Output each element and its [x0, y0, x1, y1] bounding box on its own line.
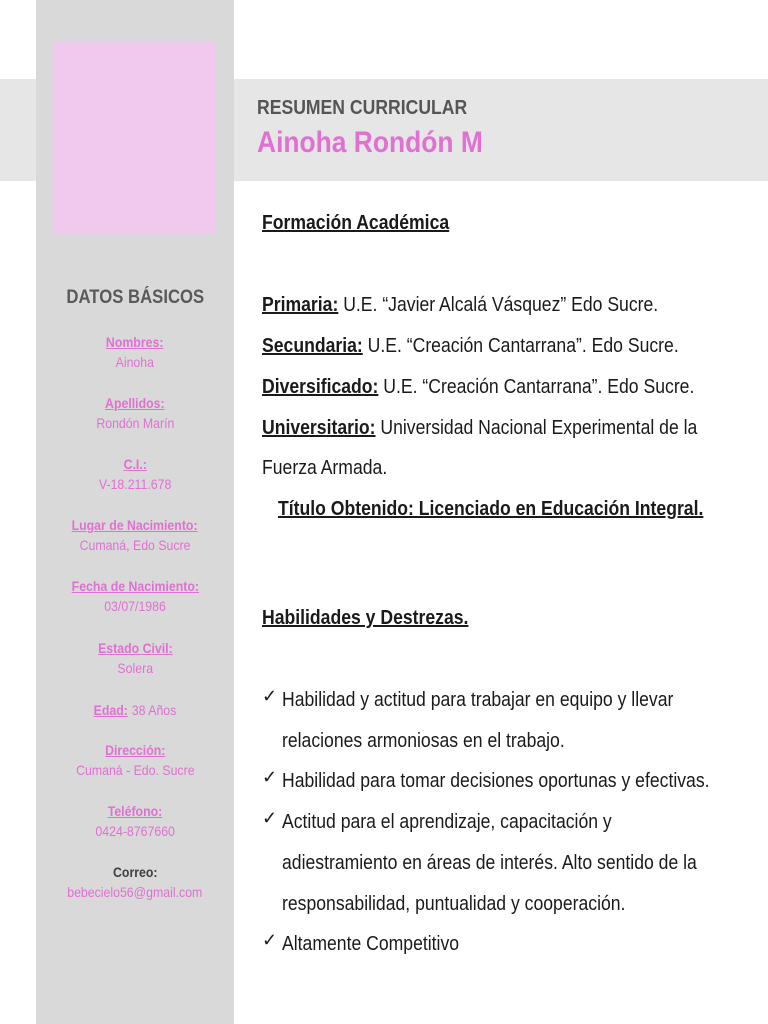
check-icon: ✓ [262, 767, 278, 787]
field-label: Edad: [93, 702, 128, 718]
field-value: Solera [117, 660, 153, 676]
education-label: Secundaria: [262, 335, 363, 357]
education-heading: Formación Académica [262, 212, 450, 234]
education-university-cont: Fuerza Armada. [262, 457, 388, 479]
skill-line: responsabilidad, puntualidad y cooperación. [282, 893, 626, 915]
education-value: Universidad Nacional Experimental de la [375, 417, 698, 439]
field-label: Dirección: [104, 742, 166, 758]
skill-line: Actitud para el aprendizaje, capacitación y [282, 811, 612, 833]
education-item-secundaria [262, 335, 679, 358]
skill-line: Altamente Competitivo [282, 933, 460, 955]
field-value: bebecielo56@gmail.com [67, 884, 203, 900]
field-apellidos [36, 393, 234, 433]
field-label: C.I.: [123, 456, 147, 472]
education-item-primaria [262, 294, 658, 317]
field-value: Cumaná - Edo. Sucre [75, 762, 195, 778]
field-label: Estado Civil: [97, 640, 173, 656]
education-value: U.E. “Creación Cantarrana”. Edo Sucre. [378, 376, 695, 398]
field-estado-civil [36, 638, 234, 678]
field-value: 03/07/1986 [104, 598, 166, 614]
education-label: Universitario: [262, 417, 376, 439]
basic-data-heading [36, 287, 234, 309]
check-icon: ✓ [262, 808, 278, 828]
field-nombres [36, 332, 234, 372]
skill-line: adiestramiento en áreas de interés. Alto sentido de la [282, 852, 697, 874]
check-icon: ✓ [262, 686, 278, 706]
check-icon: ✓ [262, 930, 278, 950]
education-item-diversificado [262, 376, 694, 399]
field-direccion [36, 740, 234, 780]
field-label: Nombres: [106, 334, 164, 350]
basic-data-heading-text: DATOS BÁSICOS [66, 287, 204, 308]
skill-line: Habilidad para tomar decisiones oportunas y efectivas. [282, 770, 710, 792]
field-value: Rondón Marín [95, 415, 175, 431]
profile-photo-placeholder [54, 42, 215, 233]
skill-line: relaciones armoniosas en el trabajo. [282, 730, 565, 752]
field-ci [36, 454, 234, 494]
sidebar [36, 0, 234, 1024]
person-name: Ainoha Rondón M [257, 126, 483, 159]
field-label: Fecha de Nacimiento: [71, 578, 199, 594]
education-item-universitario [262, 417, 697, 440]
skill-line: Habilidad y actitud para trabajar en equipo y llevar [282, 689, 674, 711]
education-value: U.E. “Javier Alcalá Vásquez” Edo Sucre. [338, 294, 659, 316]
field-edad [36, 700, 234, 720]
field-label: Teléfono: [107, 803, 163, 819]
field-fecha-nacimiento [36, 576, 234, 616]
education-label: Primaria: [262, 294, 339, 316]
field-value: 38 Años [131, 702, 177, 718]
field-value: V-18.211.678 [98, 476, 172, 492]
degree-obtained: Título Obtenido: Licenciado en Educación Integral. [278, 498, 704, 520]
field-value: Cumaná, Edo Sucre [79, 537, 191, 553]
field-label: Apellidos: [105, 395, 165, 411]
education-label: Diversificado: [262, 376, 379, 398]
field-lugar-nacimiento [36, 515, 234, 555]
field-value: 0424-8767660 [95, 823, 175, 839]
education-value: U.E. “Creación Cantarrana”. Edo Sucre. [362, 335, 679, 357]
field-correo [36, 862, 234, 902]
field-value: Ainoha [115, 354, 155, 370]
skills-heading: Habilidades y Destrezas. [262, 607, 469, 629]
field-label: Lugar de Nacimiento: [72, 517, 198, 533]
field-label: Correo: [112, 864, 158, 880]
field-telefono [36, 801, 234, 841]
document-title: RESUMEN CURRICULAR [257, 97, 468, 119]
